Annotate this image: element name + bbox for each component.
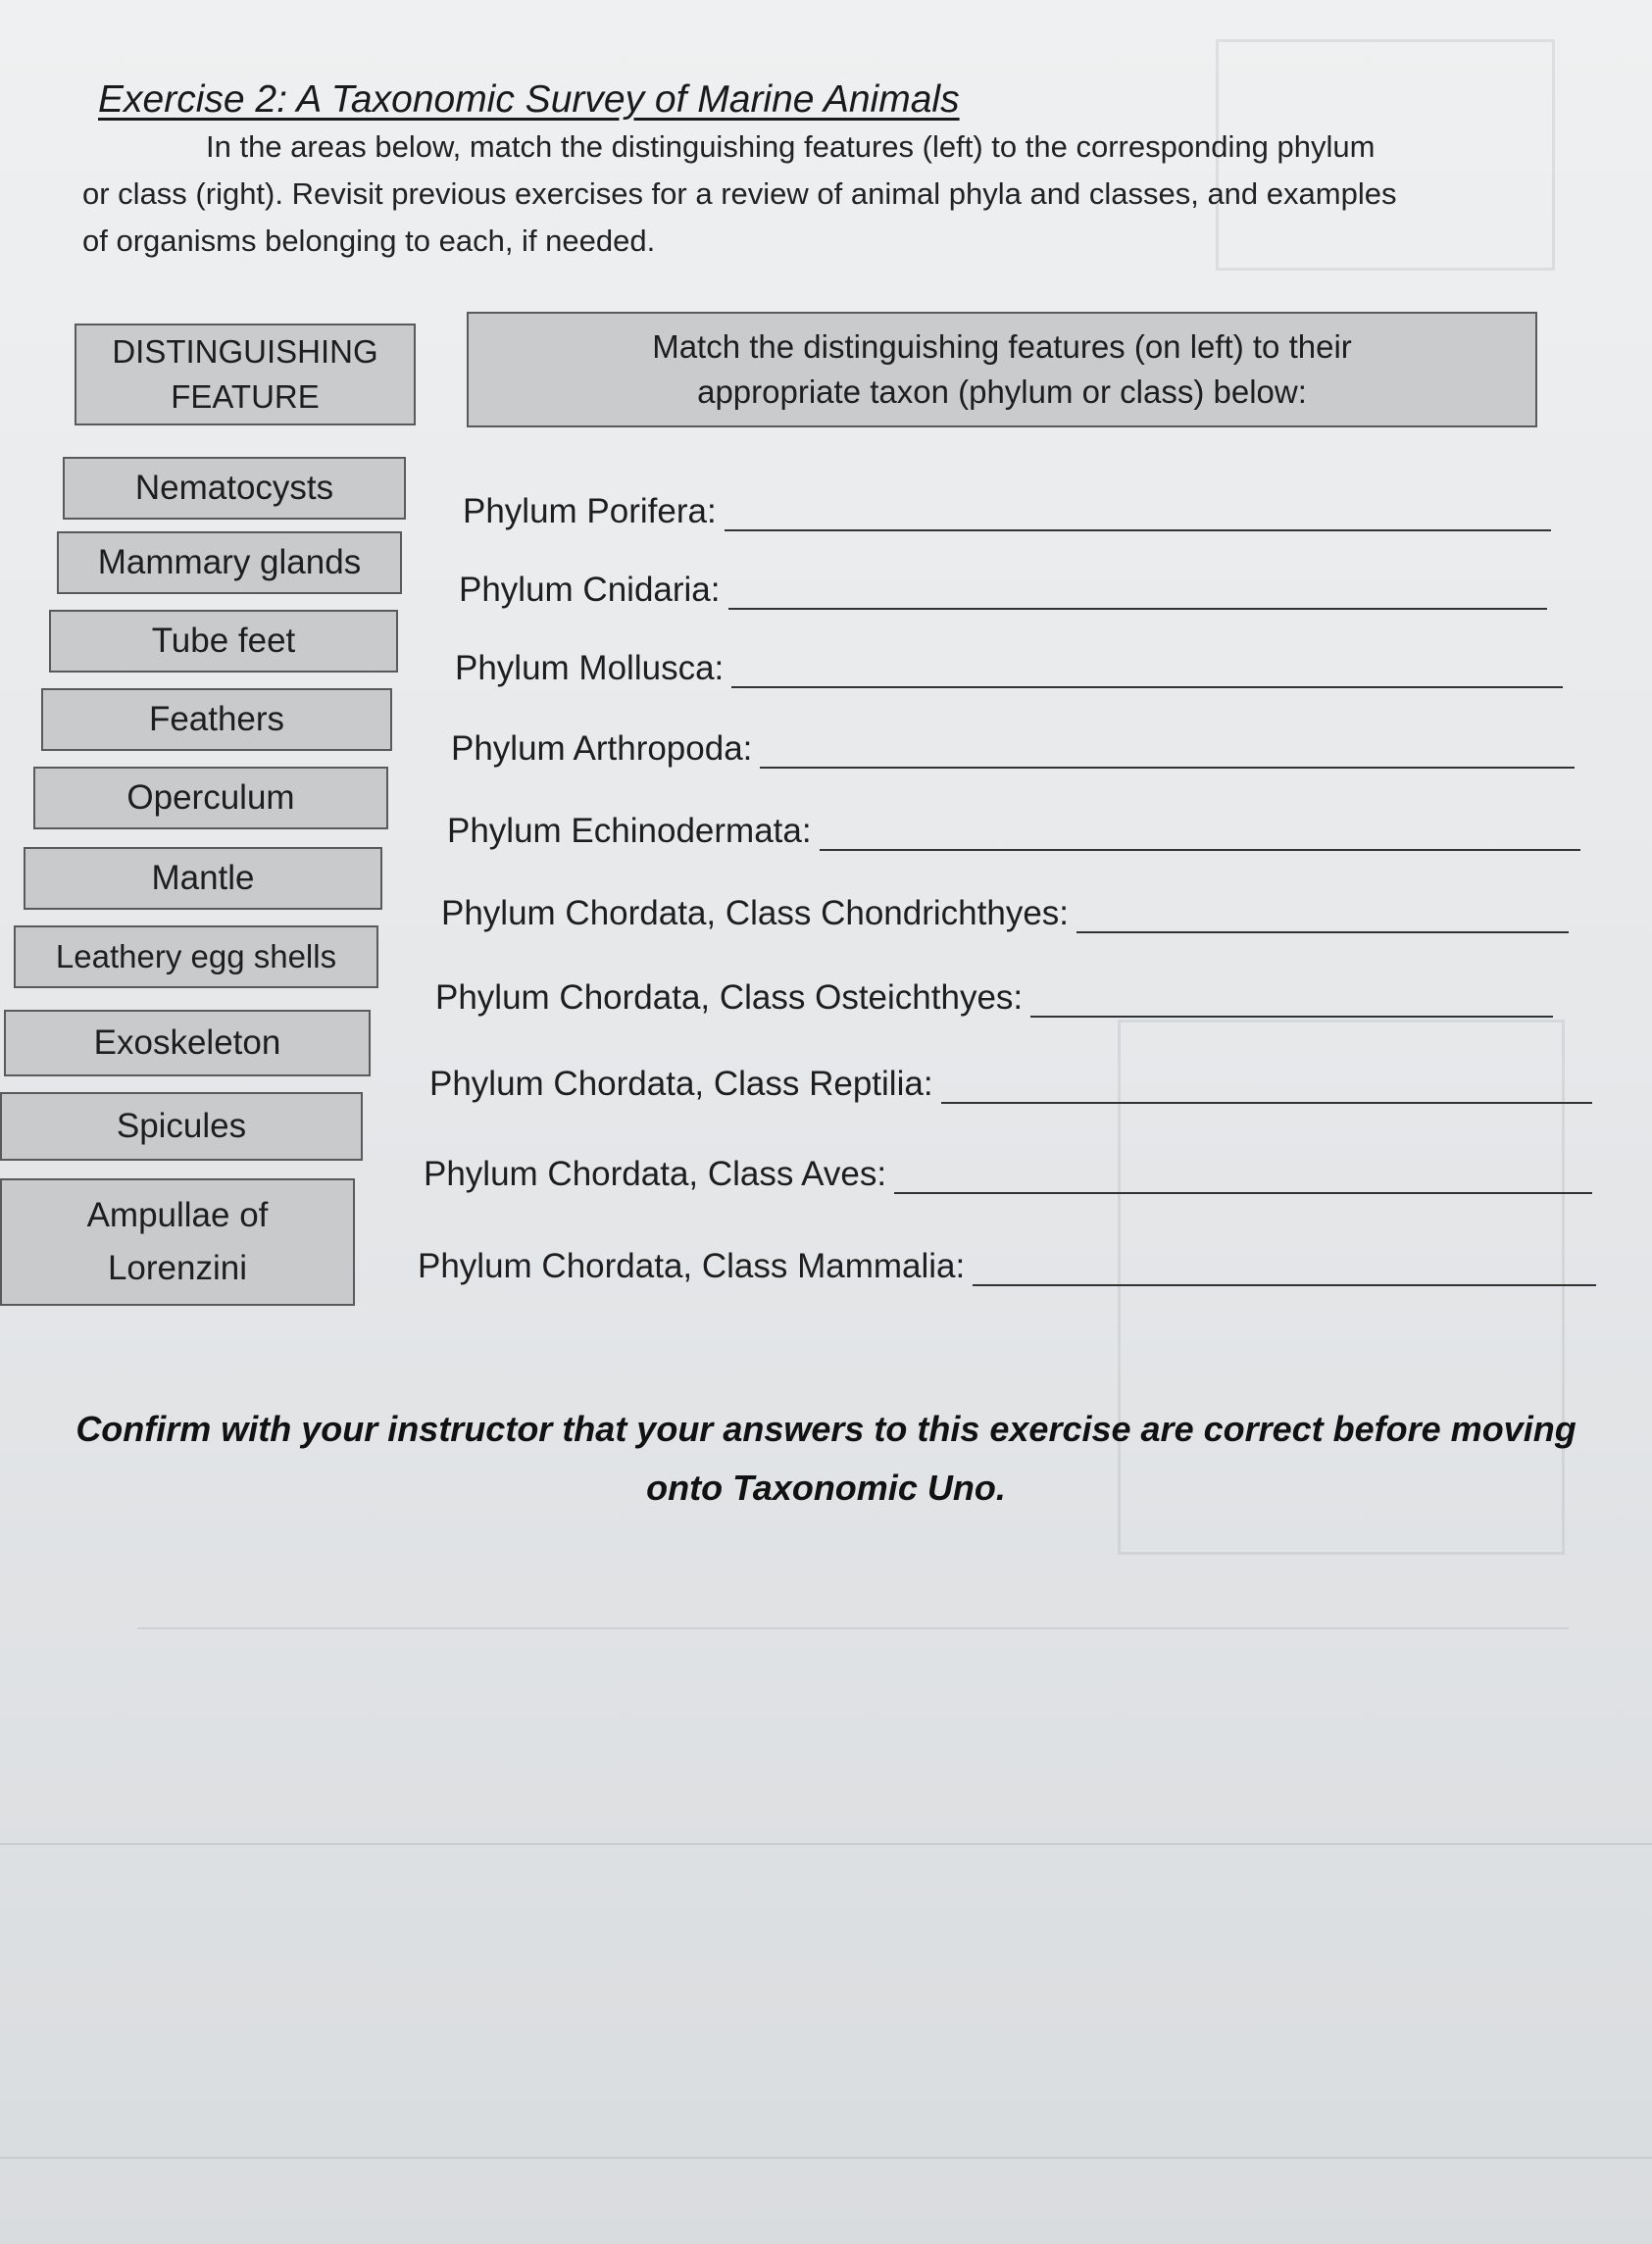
feature-label-line: Ampullae of [86, 1196, 269, 1234]
bleed-through-rule [0, 2157, 1652, 2159]
feature-box-exoskeleton[interactable]: Exoskeleton [4, 1010, 371, 1076]
taxon-line-osteichthyes [435, 978, 1553, 1018]
answer-blank[interactable] [1030, 990, 1553, 1018]
feature-box-feathers[interactable]: Feathers [41, 688, 392, 751]
bleed-through-rule [137, 1627, 1569, 1629]
feature-box-mammary-glands[interactable]: Mammary glands [57, 531, 402, 594]
taxon-label: Phylum Cnidaria: [459, 571, 721, 609]
feature-box-leathery-egg-shells[interactable]: Leathery egg shells [14, 925, 378, 988]
feature-box-operculum[interactable]: Operculum [33, 767, 388, 829]
answer-blank[interactable] [728, 582, 1548, 610]
distinguishing-feature-header [75, 324, 416, 425]
answer-blank[interactable] [941, 1076, 1592, 1104]
taxon-label: Phylum Arthropoda: [451, 729, 753, 768]
header-line: FEATURE [171, 378, 320, 415]
confirm-note [0, 1400, 1652, 1518]
answer-blank[interactable] [973, 1259, 1596, 1286]
taxon-line-mollusca [455, 649, 1563, 688]
taxon-line-aves [424, 1155, 1592, 1194]
feature-box-nematocysts[interactable]: Nematocysts [63, 457, 406, 520]
taxon-line-mammalia [418, 1247, 1596, 1286]
answer-blank[interactable] [760, 741, 1575, 769]
taxon-label: Phylum Mollusca: [455, 649, 725, 687]
answer-blank[interactable] [1076, 906, 1569, 933]
confirm-line: Confirm with your instructor that your answers to this exercise are correct before moving [75, 1409, 1577, 1449]
taxon-line-echinodermata [447, 812, 1580, 851]
match-instructions-header [467, 312, 1537, 427]
taxon-label: Phylum Chordata, Class Reptilia: [429, 1065, 933, 1103]
feature-box-ampullae-of-lorenzini[interactable] [0, 1178, 355, 1306]
instructions-line: In the areas below, match the distinguishing features (left) to the corresponding phylum [206, 129, 1376, 164]
taxon-label: Phylum Chordata, Class Aves: [424, 1155, 887, 1193]
taxon-label: Phylum Chordata, Class Osteichthyes: [435, 978, 1024, 1017]
instructions [82, 124, 1573, 265]
taxon-label: Phylum Porifera: [463, 492, 717, 530]
taxon-line-reptilia [429, 1065, 1592, 1104]
answer-blank[interactable] [820, 823, 1580, 851]
feature-label-line: Lorenzini [107, 1249, 248, 1287]
header-line: DISTINGUISHING [112, 333, 378, 370]
taxon-line-cnidaria [459, 571, 1547, 610]
confirm-line: onto Taxonomic Uno. [646, 1468, 1006, 1508]
bleed-through-rule [0, 1843, 1652, 1845]
answer-blank[interactable] [725, 504, 1551, 531]
taxon-line-arthropoda [451, 729, 1575, 769]
header-line: appropriate taxon (phylum or class) below: [697, 374, 1307, 410]
instructions-line: or class (right). Revisit previous exercises for a review of animal phyla and classes, and examples [82, 176, 1397, 211]
header-line: Match the distinguishing features (on left) to their [652, 328, 1352, 365]
taxon-label: Phylum Chordata, Class Chondrichthyes: [441, 894, 1070, 932]
answer-blank[interactable] [731, 661, 1563, 688]
feature-box-mantle[interactable]: Mantle [24, 847, 382, 910]
exercise-title: Exercise 2: A Taxonomic Survey of Marine Animals [98, 78, 960, 121]
feature-box-tube-feet[interactable]: Tube feet [49, 610, 398, 673]
taxon-line-porifera [463, 492, 1551, 531]
feature-box-spicules[interactable]: Spicules [0, 1092, 363, 1161]
taxon-line-chondrichthyes [441, 894, 1569, 933]
answer-blank[interactable] [894, 1167, 1592, 1194]
taxon-label: Phylum Echinodermata: [447, 812, 812, 850]
instructions-line: of organisms belonging to each, if needed. [82, 224, 656, 258]
taxon-label: Phylum Chordata, Class Mammalia: [418, 1247, 966, 1285]
